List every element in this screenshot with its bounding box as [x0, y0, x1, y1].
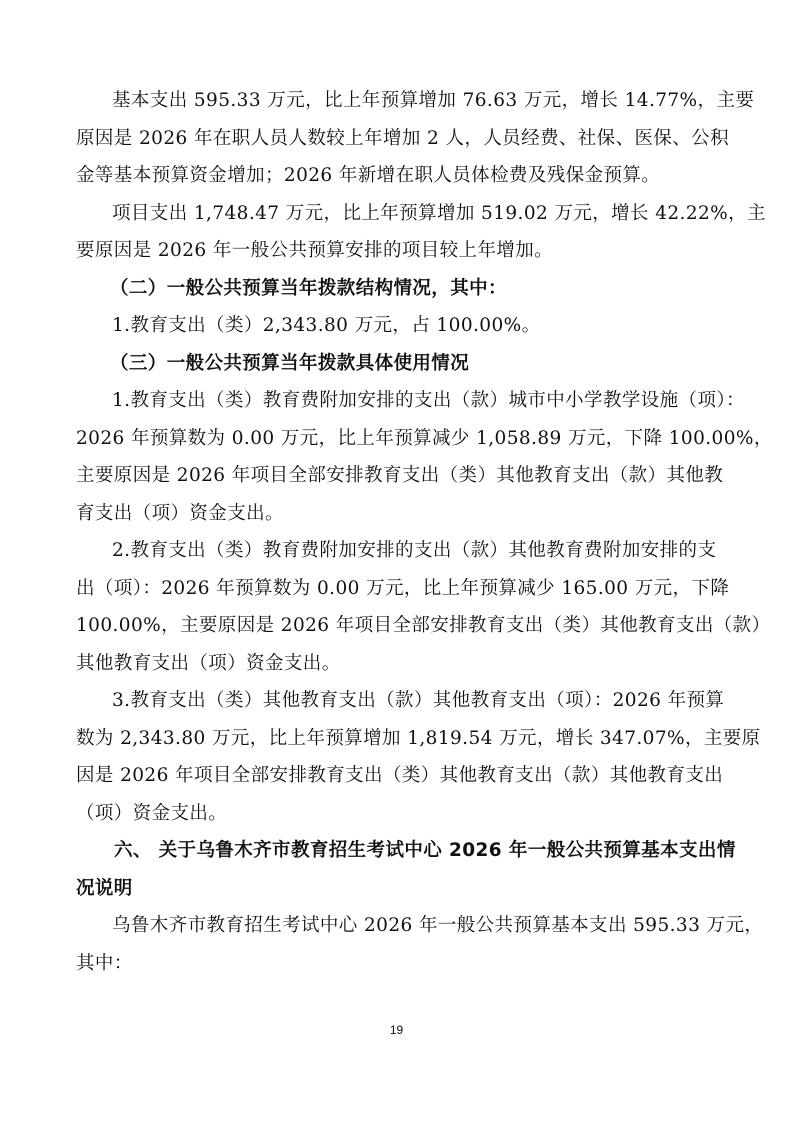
paragraph-project-expense-line-1: 项目支出 1,748.47 万元，比上年预算增加 519.02 万元，增长 42.22%，主	[112, 203, 766, 224]
paragraph-item-1-line-1: 1.教育支出（类）教育费附加安排的支出（款）城市中小学教学设施（项）：	[112, 390, 745, 411]
paragraph-basic-expense-line-1: 基本支出 595.33 万元，比上年预算增加 76.63 万元，增长 14.77%，主要	[112, 90, 755, 111]
paragraph-basic-expense-line-2: 原因是 2026 年在职人员人数较上年增加 2 人，人员经费、社保、医保、公积	[76, 128, 729, 149]
page-number: 19	[389, 1023, 404, 1037]
paragraph-item-1-line-4: 育支出（项）资金支出。	[76, 503, 284, 524]
paragraph-basic-expense-summary-line-1: 乌鲁木齐市教育招生考试中心 2026 年一般公共预算基本支出 595.33 万元，	[112, 915, 764, 936]
paragraph-item-2-line-3: 100.00%，主要原因是 2026 年项目全部安排教育支出（类）其他教育支出（款）	[76, 615, 771, 636]
section-heading-six-line-1: 六、 关于乌鲁木齐市教育招生考试中心 2026 年一般公共预算基本支出情	[114, 840, 736, 861]
paragraph-item-3-line-4: （项）资金支出。	[76, 803, 228, 824]
paragraph-basic-expense-line-3: 金等基本预算资金增加；2026 年新增在职人员体检费及残保金预算。	[76, 165, 661, 186]
paragraph-project-expense-line-2: 要原因是 2026 年一般公共预算安排的项目较上年增加。	[76, 240, 554, 261]
paragraph-item-2-line-4: 其他教育支出（项）资金支出。	[76, 653, 341, 674]
paragraph-item-3-line-3: 因是 2026 年项目全部安排教育支出（类）其他教育支出（款）其他教育支出	[76, 765, 724, 786]
section-heading-six-line-2: 况说明	[76, 878, 133, 899]
paragraph-item-3-line-2: 数为 2,343.80 万元，比上年预算增加 1,819.54 万元，增长 347.07%，主要原	[76, 728, 761, 749]
paragraph-basic-expense-summary-line-2: 其中：	[76, 953, 133, 974]
paragraph-item-1-line-3: 主要原因是 2026 年项目全部安排教育支出（类）其他教育支出（款）其他教	[76, 465, 724, 486]
section-heading-allocation-usage: （三）一般公共预算当年拨款具体使用情况	[110, 353, 470, 374]
paragraph-item-2-line-1: 2.教育支出（类）教育费附加安排的支出（款）其他教育费附加安排的支	[112, 540, 717, 561]
paragraph-item-2-line-2: 出（项）：2026 年预算数为 0.00 万元，比上年预算减少 165.00 万元，下降	[76, 578, 730, 599]
paragraph-item-1-line-2: 2026 年预算数为 0.00 万元，比上年预算减少 1,058.89 万元，下降 100.00%，	[76, 428, 773, 449]
section-heading-allocation-structure: （二）一般公共预算当年拨款结构情况，其中：	[110, 278, 507, 299]
paragraph-item-3-line-1: 3.教育支出（类）其他教育支出（款）其他教育支出（项）：2026 年预算	[112, 690, 725, 711]
paragraph-education-total: 1.教育支出（类）2,343.80 万元，占 100.00%。	[112, 315, 541, 336]
